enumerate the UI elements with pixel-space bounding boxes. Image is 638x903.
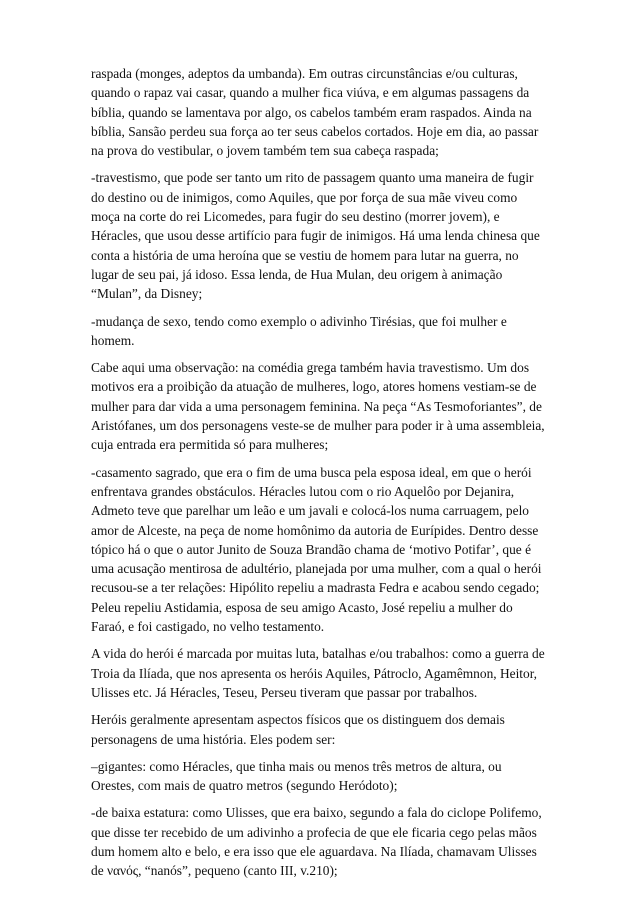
paragraph-mudanca-de-sexo: -mudança de sexo, tendo como exemplo o adivinho Tirésias, que foi mulher e homem. [91,313,507,348]
document-page [91,64,548,889]
paragraph-gigantes: –gigantes: como Héracles, que tinha mais ou menos três metros de altura, ou Orestes, com mais de quatro metros (segundo Heródoto); [91,758,502,794]
paragraph-baixa-estatura: -de baixa estatura: como Ulisses, que era baixo, segundo a fala do ciclope Polifemo, que disse ter recebido de um adivinho a profecia de que ele ficaria cego pelas mãos dum homem alto e belo, e era isso que ele aguardava. Na Ilíada, chamavam Ulisses de νανός, “nanós”, pequeno (canto III, v.210); [91,805,542,879]
paragraph-vida-do-heroi: A vida do herói é marcada por muitas luta, batalhas e/ou trabalhos: como a guerra de Troia da Ilíada, que nos apresenta os heróis Aquiles, Pátroclo, Agamêmnon, Heitor, Ulisses etc. Já Héracles, Teseu, Perseu tiveram que passar por trabalhos. [91,646,545,700]
paragraph-tonsure: raspada (monges, adeptos da umbanda). Em outras circunstâncias e/ou culturas, quando o rapaz vai casar, quando a mulher fica viúva, e em algumas passagens da bíblia, quando se lamentava por algo, os cabelos também eram raspados. Ainda na bíblia, Sansão perdeu sua força ao ter seus cabelos cortados. Hoje em dia, ao passar na prova do vestibular, o jovem também tem sua cabeça raspada; [91,66,539,159]
paragraph-observacao-comedia: Cabe aqui uma observação: na comédia grega também havia travestismo. Um dos motivos era a proibição da atuação de mulheres, logo, atores homens vestiam-se de mulher para dar vida a uma personagem feminina. Na peça “As Tesmoforiantes”, de Aristófanes, um dos personagens veste-se de mulher para poder ir à uma assembleia, cuja entrada era permitida só para mulheres; [91,360,545,453]
paragraph-casamento-sagrado: -casamento sagrado, que era o fim de uma busca pela esposa ideal, em que o herói enfrentava grandes obstáculos. Héracles lutou com o rio Aquelôo por Dejanira, Admeto teve que parelhar um leão e um javali e colocá-los numa carruagem, pelo amor de Alceste, na peça de nome homônimo da autoria de Eurípides. Dentro desse tópico há o que o autor Junito de Souza Brandão chama de ‘motivo Potifar’, que é uma acusação mentirosa de adultério, planejada por uma mulher, com a qual o herói recusou-se a ter relações: Hipólito repeliu a madrasta Fedra e acabou sendo cegado; Peleu repeliu Astidamia, esposa de seu amigo Acasto, José repeliu a mulher do Faraó, e foi castigado, no velho testamento. [91,464,542,635]
paragraph-travestismo: -travestismo, que pode ser tanto um rito de passagem quanto uma maneira de fugir do destino ou de inimigos, como Aquiles, que por força de sua mãe viveu como moça na corte do rei Licomedes, para fugir do seu destino (morrer jovem), e Héracles, que usou desse artifício para fugir de inimigos. Há uma lenda chinesa que conta a história de uma heroína que se vestiu de homem para lutar na guerra, no lugar de seu pai, já idoso. Essa lenda, de Hua Mulan, deu origem à animação “Mulan”, da Disney; [91,170,540,302]
paragraph-aspectos-fisicos: Heróis geralmente apresentam aspectos físicos que os distinguem dos demais personagens de uma história. Eles podem ser: [91,712,505,747]
